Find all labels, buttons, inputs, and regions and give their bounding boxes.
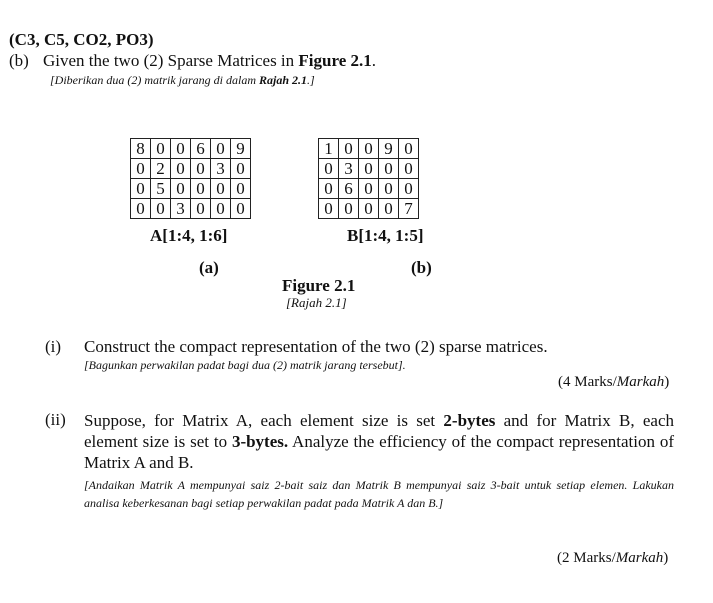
matrix-a-cell: 3 xyxy=(171,199,191,219)
matrix-a-cell: 0 xyxy=(211,179,231,199)
question-b-trans-after: .] xyxy=(307,73,315,87)
matrix-a-cell: 0 xyxy=(211,199,231,219)
matrix-a-cell: 0 xyxy=(151,139,171,159)
matrix-a-cell: 0 xyxy=(231,199,251,219)
matrix-a-cell: 2 xyxy=(151,159,171,179)
matrix-a-row xyxy=(131,159,251,179)
question-i-marks-prefix: (4 Marks/ xyxy=(558,374,617,390)
question-b-text-after: . xyxy=(371,51,377,70)
matrix-b-cell: 7 xyxy=(399,199,419,219)
matrix-a-cell: 0 xyxy=(231,179,251,199)
matrix-b-cell: 0 xyxy=(379,159,399,179)
matrix-a-cell: 0 xyxy=(211,139,231,159)
question-i-translation: [Bagunkan perwakilan padat bagi dua (2) matrik jarang tersebut]. xyxy=(84,358,406,372)
matrix-a-cell: 0 xyxy=(131,159,151,179)
question-i-text: Construct the compact representation of the two (2) sparse matrices. xyxy=(84,337,548,356)
matrix-a-row xyxy=(131,199,251,219)
figure-reference: Figure 2.1 xyxy=(298,51,372,70)
matrix-b-cell: 0 xyxy=(319,199,339,219)
question-ii-marks xyxy=(557,550,668,567)
matrix-b-cell: 0 xyxy=(379,199,399,219)
matrix-a-cell: 0 xyxy=(171,179,191,199)
matrix-b-label: B[1:4, 1:5] xyxy=(347,226,424,245)
question-ii-label: (ii) xyxy=(45,410,66,429)
matrix-b-cell: 6 xyxy=(339,179,359,199)
question-ii-text-3: Analyze the efficiency of the compact representation of Matrix A and B. xyxy=(84,432,675,472)
question-ii-bold-1: 2-bytes xyxy=(443,411,496,430)
matrix-a-cell: 0 xyxy=(171,159,191,179)
matrix-a-row xyxy=(131,179,251,199)
matrix-b-cell: 3 xyxy=(339,159,359,179)
matrix-b-row xyxy=(319,179,419,199)
matrix-a-body xyxy=(131,139,251,219)
matrix-a-cell: 0 xyxy=(191,159,211,179)
question-b-label: (b) xyxy=(9,51,29,70)
question-b-translation xyxy=(50,73,315,88)
matrix-b-row xyxy=(319,139,419,159)
question-i-marks-italic: Markah xyxy=(616,374,665,390)
matrix-b-cell: 0 xyxy=(399,139,419,159)
question-ii-bold-2: 3-bytes. xyxy=(231,432,289,451)
matrix-a-cell: 0 xyxy=(191,199,211,219)
question-ii-marks-italic: Markah xyxy=(615,550,664,566)
matrix-b-cell: 1 xyxy=(319,139,339,159)
matrix-a-row xyxy=(131,139,251,159)
matrix-a-cell: 8 xyxy=(131,139,151,159)
matrix-a-label: A[1:4, 1:6] xyxy=(150,226,228,245)
matrix-a-cell: 0 xyxy=(131,179,151,199)
question-b-trans-before: [Diberikan dua (2) matrik jarang di dalam xyxy=(50,73,259,87)
matrix-b-cell: 0 xyxy=(359,199,379,219)
matrix-a-cell: 0 xyxy=(191,179,211,199)
matrix-a-sublabel: (a) xyxy=(199,258,219,277)
question-ii-text-1: Suppose, for Matrix A, each element size is set xyxy=(84,411,444,430)
question-i-marks-suffix: ) xyxy=(664,374,670,390)
matrix-a-cell: 9 xyxy=(231,139,251,159)
question-code: (C3, C5, CO2, PO3) xyxy=(9,30,154,49)
matrix-b-cell: 0 xyxy=(359,159,379,179)
question-ii-marks-prefix: (2 Marks/ xyxy=(557,550,616,566)
question-ii-translation: [Andaikan Matrik A mempunyai saiz 2-bait saiz dan Matrik B mempunyai saiz 3-bait untuk setiap elemen. Lakukan analisa keberkesanan bagi setiap perwakilan padat pada Matrik A dan B.] xyxy=(84,478,674,510)
matrix-b-cell: 0 xyxy=(359,179,379,199)
rajah-reference: Rajah 2.1 xyxy=(259,73,308,87)
matrix-b-cell: 0 xyxy=(399,179,419,199)
matrix-b-cell: 0 xyxy=(359,139,379,159)
question-ii-marks-suffix: ) xyxy=(663,550,669,566)
matrix-a-cell: 0 xyxy=(131,199,151,219)
matrix-b-cell: 9 xyxy=(379,139,399,159)
matrix-b-cell: 0 xyxy=(339,139,359,159)
figure-translation: [Rajah 2.1] xyxy=(286,295,347,310)
matrix-b-row xyxy=(319,159,419,179)
matrix-b-cell: 0 xyxy=(319,159,339,179)
matrix-b-cell: 0 xyxy=(319,179,339,199)
matrix-a-table xyxy=(130,138,251,219)
matrix-a-cell: 5 xyxy=(151,179,171,199)
matrix-b-sublabel: (b) xyxy=(411,258,432,277)
figure-title: Figure 2.1 xyxy=(282,276,356,295)
matrix-b-cell: 0 xyxy=(339,199,359,219)
question-ii-text xyxy=(84,410,674,473)
matrix-a-cell: 0 xyxy=(151,199,171,219)
question-b-text xyxy=(43,51,376,71)
matrix-b-cell: 0 xyxy=(399,159,419,179)
question-b-text-before: Given the two (2) Sparse Matrices in xyxy=(43,51,299,70)
question-i-marks xyxy=(558,374,669,391)
matrix-a-cell: 0 xyxy=(171,139,191,159)
question-i-label: (i) xyxy=(45,337,62,356)
matrix-a-cell: 6 xyxy=(191,139,211,159)
matrix-a-cell: 3 xyxy=(211,159,231,179)
matrix-b-body xyxy=(319,139,419,219)
question-ii-text-2: and for Matrix B, each element size is set to xyxy=(84,411,674,451)
matrix-a-cell: 0 xyxy=(231,159,251,179)
matrix-b-cell: 0 xyxy=(379,179,399,199)
matrix-b-row xyxy=(319,199,419,219)
matrix-b-table xyxy=(318,138,419,219)
